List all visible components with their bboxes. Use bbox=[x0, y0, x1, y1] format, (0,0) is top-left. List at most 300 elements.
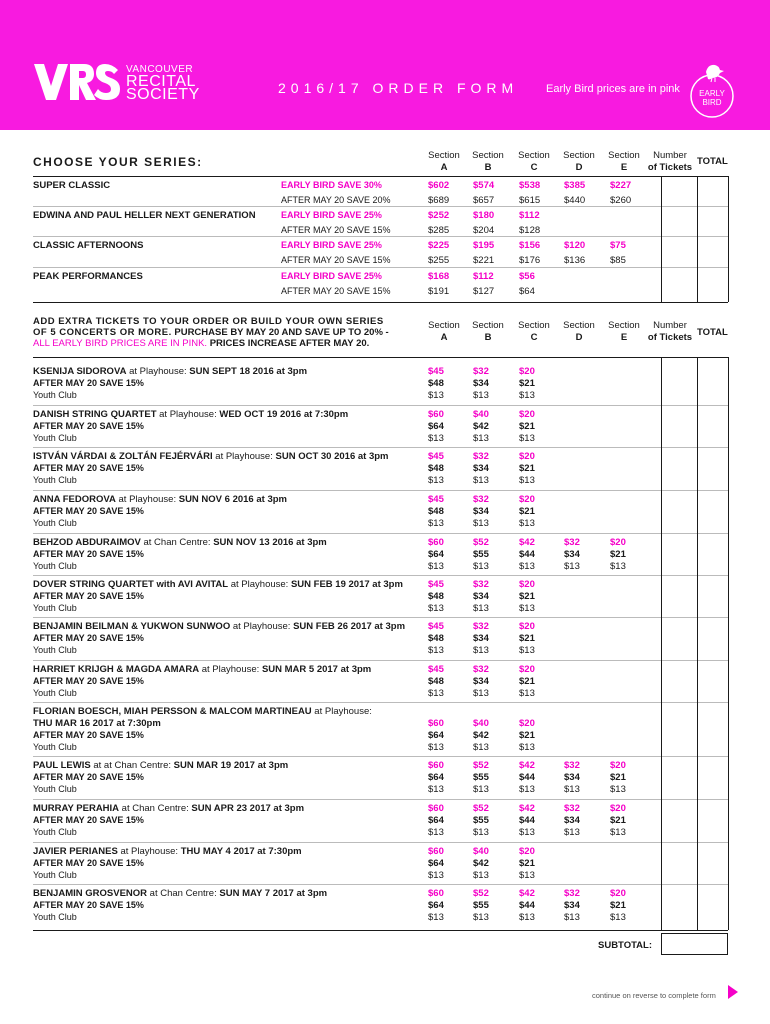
concert-date: SUN APR 23 2017 at 3pm bbox=[191, 803, 305, 814]
early-bird-price: $20 bbox=[519, 366, 535, 377]
concert-title bbox=[33, 846, 423, 858]
youth-price: $13 bbox=[428, 561, 444, 572]
after-price: $21 bbox=[519, 378, 535, 389]
extra-col-header-letter: B bbox=[484, 332, 492, 343]
early-bird-price: $195 bbox=[473, 240, 495, 251]
after-price: $55 bbox=[473, 772, 489, 783]
early-bird-price: $156 bbox=[519, 240, 541, 251]
performer-name: KSENIJA SIDOROVA bbox=[33, 366, 127, 377]
continue-note: continue on reverse to complete form bbox=[592, 991, 716, 1000]
after-price: $34 bbox=[473, 676, 489, 687]
row-divider bbox=[33, 206, 728, 207]
concert-title bbox=[33, 409, 423, 421]
venue-name: at Playhouse: bbox=[230, 621, 294, 632]
early-bird-price: $32 bbox=[473, 366, 489, 377]
after-price: $21 bbox=[519, 676, 535, 687]
extra-heading-line3-rest: PRICES INCREASE AFTER MAY 20. bbox=[207, 338, 370, 349]
early-bird-price: $52 bbox=[473, 888, 489, 899]
venue-name: at Playhouse: bbox=[126, 366, 190, 377]
performer-name: ISTVÁN VÁRDAI & ZOLTÁN FEJÉRVÁRI bbox=[33, 451, 213, 462]
after-price: $21 bbox=[519, 730, 535, 741]
after-price: $21 bbox=[519, 633, 535, 644]
concert-title bbox=[33, 664, 423, 676]
after-price: $44 bbox=[519, 815, 535, 826]
after-price: $615 bbox=[519, 195, 541, 206]
concert-title bbox=[33, 451, 423, 463]
after-price: $21 bbox=[610, 549, 626, 560]
after-price: $136 bbox=[564, 255, 586, 266]
extra-col-header-top: Section bbox=[472, 320, 504, 331]
youth-price: $13 bbox=[610, 561, 626, 572]
early-bird-price: $112 bbox=[519, 210, 540, 221]
badge-line1: EARLY bbox=[699, 89, 725, 98]
early-bird-price: $20 bbox=[610, 888, 626, 899]
youth-price: $13 bbox=[428, 912, 444, 923]
vrs-logo-icon bbox=[34, 64, 120, 100]
venue-name: at Playhouse: bbox=[212, 451, 276, 462]
extra-heading-line1: ADD EXTRA TICKETS TO YOUR ORDER OR BUILD YOUR OWN SERIES bbox=[33, 316, 384, 327]
concert-tickets-input[interactable] bbox=[661, 362, 697, 405]
early-bird-price: $574 bbox=[473, 180, 495, 191]
extra-tickets-heading bbox=[33, 316, 423, 349]
row-divider bbox=[33, 575, 728, 576]
early-bird-price: $120 bbox=[564, 240, 586, 251]
concert-tickets-input[interactable] bbox=[661, 575, 697, 617]
youth-price: $13 bbox=[564, 784, 580, 795]
concert-date: SUN MAR 5 2017 at 3pm bbox=[261, 664, 372, 675]
youth-club-label: Youth Club bbox=[33, 742, 77, 752]
youth-price: $13 bbox=[519, 433, 535, 444]
early-bird-price: $20 bbox=[519, 621, 535, 632]
youth-club-label: Youth Club bbox=[33, 475, 77, 485]
concerts-bottom-divider bbox=[33, 930, 728, 931]
performer-name: DANISH STRING QUARTET bbox=[33, 409, 157, 420]
extra-header-divider bbox=[33, 357, 728, 358]
series-col-header bbox=[424, 150, 464, 174]
after-price: $34 bbox=[473, 591, 489, 602]
early-bird-price: $45 bbox=[428, 579, 444, 590]
early-bird-price: $20 bbox=[519, 409, 535, 420]
concert-title bbox=[33, 494, 423, 506]
series-tickets-input[interactable] bbox=[661, 177, 697, 206]
concert-tickets-input[interactable] bbox=[661, 617, 697, 660]
extra-col-header bbox=[604, 320, 644, 344]
early-bird-price: $60 bbox=[428, 760, 444, 771]
after-price: $440 bbox=[564, 195, 586, 206]
early-bird-price: $602 bbox=[428, 180, 450, 191]
row-divider bbox=[33, 842, 728, 843]
performer-name: MURRAY PERAHIA bbox=[33, 803, 120, 814]
early-bird-price: $40 bbox=[473, 846, 489, 857]
after-price: $55 bbox=[473, 900, 489, 911]
after-save-label: AFTER MAY 20 SAVE 15% bbox=[33, 858, 144, 868]
row-divider bbox=[33, 533, 728, 534]
concert-date: THU MAY 4 2017 at 7:30pm bbox=[180, 846, 302, 857]
concert-total-input[interactable] bbox=[697, 405, 728, 447]
after-price: $21 bbox=[519, 858, 535, 869]
youth-price: $13 bbox=[610, 827, 626, 838]
early-bird-price: $225 bbox=[428, 240, 450, 251]
after-price: $44 bbox=[519, 772, 535, 783]
youth-price: $13 bbox=[473, 645, 489, 656]
after-price: $55 bbox=[473, 549, 489, 560]
row-divider bbox=[33, 756, 728, 757]
concert-date: SUN NOV 6 2016 at 3pm bbox=[178, 494, 287, 505]
after-save-label: AFTER MAY 20 SAVE 15% bbox=[33, 815, 144, 825]
venue-name: at Playhouse: bbox=[115, 494, 179, 505]
early-bird-price: $42 bbox=[519, 760, 535, 771]
early-bird-price: $52 bbox=[473, 803, 489, 814]
early-bird-save-label: EARLY BIRD SAVE 25% bbox=[281, 210, 382, 220]
after-save-label: AFTER MAY 20 SAVE 15% bbox=[33, 676, 144, 686]
concert-tickets-input[interactable] bbox=[661, 884, 697, 929]
extra-col-header bbox=[424, 320, 464, 344]
venue-name: at Chan Centre: bbox=[119, 803, 192, 814]
after-price: $64 bbox=[519, 286, 535, 297]
after-save-label: AFTER MAY 20 SAVE 15% bbox=[33, 421, 144, 431]
series-total-input[interactable] bbox=[697, 268, 728, 297]
after-price: $128 bbox=[519, 225, 541, 236]
grid-line bbox=[728, 176, 729, 302]
concert-tickets-input[interactable] bbox=[661, 490, 697, 533]
concert-tickets-input[interactable] bbox=[661, 533, 697, 575]
youth-price: $13 bbox=[519, 390, 535, 401]
after-save-label: AFTER MAY 20 SAVE 15% bbox=[33, 772, 144, 782]
series-col-header-letter: B bbox=[484, 162, 492, 173]
after-save-label: AFTER MAY 20 SAVE 15% bbox=[33, 900, 144, 910]
concert-date: SUN FEB 19 2017 at 3pm bbox=[290, 579, 403, 590]
after-price: $21 bbox=[610, 900, 626, 911]
concert-date: SUN SEPT 18 2016 at 3pm bbox=[189, 366, 308, 377]
youth-price: $13 bbox=[473, 912, 489, 923]
early-bird-price: $20 bbox=[519, 579, 535, 590]
series-col-header bbox=[559, 150, 599, 174]
youth-price: $13 bbox=[428, 645, 444, 656]
extra-col-header-letter: of Tickets bbox=[647, 332, 693, 343]
series-col-header-letter: D bbox=[575, 162, 583, 173]
performer-name: JAVIER PERIANES bbox=[33, 846, 118, 857]
early-bird-price: $20 bbox=[610, 803, 626, 814]
after-save-label: AFTER MAY 20 SAVE 15% bbox=[281, 225, 391, 235]
youth-club-label: Youth Club bbox=[33, 518, 77, 528]
early-bird-price: $20 bbox=[519, 494, 535, 505]
performer-name: HARRIET KRIJGH & MAGDA AMARA bbox=[33, 664, 200, 675]
concert-date: SUN MAR 19 2017 at 3pm bbox=[173, 760, 289, 771]
concert-total-input[interactable] bbox=[697, 362, 728, 405]
after-price: $34 bbox=[564, 549, 580, 560]
row-divider bbox=[33, 236, 728, 237]
after-price: $48 bbox=[428, 506, 444, 517]
early-bird-price: $20 bbox=[610, 537, 626, 548]
series-col-header bbox=[514, 150, 554, 174]
series-col-header-letter: of Tickets bbox=[647, 162, 693, 173]
youth-club-label: Youth Club bbox=[33, 688, 77, 698]
after-price: $48 bbox=[428, 633, 444, 644]
early-bird-price: $60 bbox=[428, 409, 444, 420]
series-name: SUPER CLASSIC bbox=[33, 180, 111, 191]
early-bird-price: $32 bbox=[473, 664, 489, 675]
logo-word-vancouver: VANCOUVER bbox=[126, 64, 194, 75]
extra-col-header-top: Section bbox=[608, 320, 640, 331]
after-price: $55 bbox=[473, 815, 489, 826]
concert-title bbox=[33, 706, 423, 730]
youth-price: $13 bbox=[519, 784, 535, 795]
row-divider bbox=[33, 617, 728, 618]
after-price: $48 bbox=[428, 463, 444, 474]
series-tickets-input[interactable] bbox=[661, 268, 697, 297]
row-divider bbox=[33, 884, 728, 885]
series-col-header-letter: C bbox=[530, 162, 538, 173]
grid-line bbox=[728, 357, 729, 930]
after-save-label: AFTER MAY 20 SAVE 15% bbox=[33, 633, 144, 643]
concert-total-input[interactable] bbox=[697, 533, 728, 575]
after-save-label: AFTER MAY 20 SAVE 20% bbox=[281, 195, 391, 205]
youth-club-label: Youth Club bbox=[33, 645, 77, 655]
early-bird-price: $42 bbox=[519, 888, 535, 899]
venue-name: at Playhouse: bbox=[199, 664, 262, 675]
after-price: $85 bbox=[610, 255, 626, 266]
after-save-label: AFTER MAY 20 SAVE 15% bbox=[33, 591, 144, 601]
youth-price: $13 bbox=[473, 561, 489, 572]
early-bird-price: $32 bbox=[473, 579, 489, 590]
series-col-header bbox=[646, 150, 694, 174]
youth-price: $13 bbox=[519, 561, 535, 572]
early-bird-price: $75 bbox=[610, 240, 626, 251]
extra-col-header-letter: D bbox=[575, 332, 583, 343]
series-total-header: TOTAL bbox=[697, 156, 728, 167]
early-bird-price: $32 bbox=[473, 451, 489, 462]
youth-price: $13 bbox=[519, 518, 535, 529]
early-bird-price: $252 bbox=[428, 210, 450, 221]
series-tickets-input[interactable] bbox=[661, 207, 697, 236]
youth-club-label: Youth Club bbox=[33, 870, 77, 880]
concert-total-input[interactable] bbox=[697, 842, 728, 884]
series-col-header-top: Section bbox=[472, 150, 504, 161]
concert-total-input[interactable] bbox=[697, 575, 728, 617]
youth-price: $13 bbox=[519, 688, 535, 699]
youth-price: $13 bbox=[519, 603, 535, 614]
extra-col-header bbox=[646, 320, 694, 344]
grid-line bbox=[697, 357, 698, 930]
youth-price: $13 bbox=[473, 688, 489, 699]
concert-tickets-input[interactable] bbox=[661, 756, 697, 799]
youth-price: $13 bbox=[473, 603, 489, 614]
early-bird-price: $32 bbox=[564, 803, 580, 814]
after-price: $64 bbox=[428, 730, 444, 741]
concert-title bbox=[33, 579, 423, 591]
early-bird-price: $60 bbox=[428, 888, 444, 899]
youth-price: $13 bbox=[428, 742, 444, 753]
after-price: $64 bbox=[428, 900, 444, 911]
early-bird-price: $60 bbox=[428, 537, 444, 548]
subtotal-label: SUBTOTAL: bbox=[598, 940, 653, 951]
series-name: EDWINA AND PAUL HELLER NEXT GENERATION bbox=[33, 210, 256, 221]
youth-price: $13 bbox=[519, 742, 535, 753]
early-bird-price: $60 bbox=[428, 718, 444, 729]
series-col-header-letter: A bbox=[440, 162, 448, 173]
series-total-input[interactable] bbox=[697, 177, 728, 206]
youth-price: $13 bbox=[428, 784, 444, 795]
early-bird-price: $227 bbox=[610, 180, 632, 191]
series-col-header bbox=[604, 150, 644, 174]
series-total-input[interactable] bbox=[697, 237, 728, 266]
after-price: $21 bbox=[519, 506, 535, 517]
row-divider bbox=[33, 702, 728, 703]
youth-price: $13 bbox=[428, 390, 444, 401]
after-save-label: AFTER MAY 20 SAVE 15% bbox=[33, 730, 144, 740]
early-bird-price: $52 bbox=[473, 537, 489, 548]
after-price: $255 bbox=[428, 255, 450, 266]
youth-price: $13 bbox=[428, 433, 444, 444]
series-bottom-divider bbox=[33, 302, 728, 303]
choose-series-heading: CHOOSE YOUR SERIES: bbox=[33, 155, 203, 169]
after-price: $34 bbox=[473, 463, 489, 474]
after-price: $21 bbox=[519, 421, 535, 432]
youth-price: $13 bbox=[473, 518, 489, 529]
after-price: $42 bbox=[473, 421, 489, 432]
concert-total-input[interactable] bbox=[697, 756, 728, 799]
performer-name: ANNA FEDOROVA bbox=[33, 494, 116, 505]
after-price: $42 bbox=[473, 730, 489, 741]
early-bird-save-label: EARLY BIRD SAVE 30% bbox=[281, 180, 382, 190]
series-col-header-top: Section bbox=[518, 150, 550, 161]
after-price: $48 bbox=[428, 676, 444, 687]
after-price: $191 bbox=[428, 286, 450, 297]
early-bird-price: $32 bbox=[564, 537, 580, 548]
after-price: $64 bbox=[428, 858, 444, 869]
badge-line2: BIRD bbox=[702, 98, 722, 107]
concert-total-input[interactable] bbox=[697, 447, 728, 490]
row-divider bbox=[33, 660, 728, 661]
after-save-label: AFTER MAY 20 SAVE 15% bbox=[281, 286, 391, 296]
concert-tickets-input[interactable] bbox=[661, 660, 697, 702]
performer-name: BENJAMIN GROSVENOR bbox=[33, 888, 148, 899]
series-tickets-input[interactable] bbox=[661, 237, 697, 266]
youth-price: $13 bbox=[473, 433, 489, 444]
after-price: $64 bbox=[428, 815, 444, 826]
youth-price: $13 bbox=[473, 390, 489, 401]
early-bird-price: $52 bbox=[473, 760, 489, 771]
concert-tickets-input[interactable] bbox=[661, 702, 697, 756]
extra-col-header-top: Number bbox=[653, 320, 687, 331]
extra-col-header bbox=[468, 320, 508, 344]
concert-title bbox=[33, 803, 423, 815]
early-bird-price: $56 bbox=[519, 271, 535, 282]
youth-price: $13 bbox=[473, 475, 489, 486]
youth-club-label: Youth Club bbox=[33, 912, 77, 922]
row-divider bbox=[33, 267, 728, 268]
youth-price: $13 bbox=[428, 518, 444, 529]
after-price: $21 bbox=[610, 815, 626, 826]
youth-price: $13 bbox=[428, 827, 444, 838]
venue-name: at Playhouse: bbox=[117, 846, 181, 857]
after-price: $34 bbox=[473, 633, 489, 644]
row-divider bbox=[33, 490, 728, 491]
early-bird-price: $40 bbox=[473, 718, 489, 729]
concert-total-input[interactable] bbox=[697, 660, 728, 702]
youth-price: $13 bbox=[564, 561, 580, 572]
concert-total-input[interactable] bbox=[697, 617, 728, 660]
concert-total-input[interactable] bbox=[697, 702, 728, 756]
concert-title bbox=[33, 621, 423, 633]
series-name: PEAK PERFORMANCES bbox=[33, 271, 143, 282]
early-bird-save-label: EARLY BIRD SAVE 25% bbox=[281, 240, 382, 250]
after-save-label: AFTER MAY 20 SAVE 15% bbox=[33, 506, 144, 516]
series-total-input[interactable] bbox=[697, 207, 728, 236]
early-bird-price: $32 bbox=[564, 888, 580, 899]
performer-name: FLORIAN BOESCH, MIAH PERSSON & MALCOM MARTINEAU bbox=[33, 706, 312, 717]
venue-name: at Playhouse: bbox=[311, 706, 372, 717]
youth-price: $13 bbox=[428, 688, 444, 699]
after-price: $48 bbox=[428, 591, 444, 602]
youth-price: $13 bbox=[519, 912, 535, 923]
concert-tickets-input[interactable] bbox=[661, 799, 697, 842]
concert-date: SUN FEB 26 2017 at 3pm bbox=[293, 621, 406, 632]
concert-date: SUN NOV 13 2016 at 3pm bbox=[213, 537, 327, 548]
extra-heading-line2-strong: OF 5 CONCERTS OR MORE. bbox=[33, 327, 172, 338]
youth-price: $13 bbox=[519, 870, 535, 881]
grid-line bbox=[661, 357, 662, 930]
venue-name: at at Chan Centre: bbox=[90, 760, 174, 771]
after-price: $64 bbox=[428, 549, 444, 560]
subtotal-box[interactable] bbox=[661, 933, 728, 955]
series-col-header-letter: E bbox=[620, 162, 628, 173]
concert-total-input[interactable] bbox=[697, 490, 728, 533]
concert-tickets-input[interactable] bbox=[661, 842, 697, 884]
early-bird-price: $45 bbox=[428, 366, 444, 377]
concert-total-input[interactable] bbox=[697, 884, 728, 929]
grid-line bbox=[697, 176, 698, 302]
venue-name: at Chan Centre: bbox=[140, 537, 214, 548]
early-bird-price: $45 bbox=[428, 451, 444, 462]
after-price: $21 bbox=[519, 463, 535, 474]
concert-date: SUN OCT 30 2016 at 3pm bbox=[275, 451, 389, 462]
concert-title bbox=[33, 888, 423, 900]
early-bird-badge-icon bbox=[688, 60, 736, 120]
early-bird-note: Early Bird prices are in pink bbox=[546, 83, 680, 95]
after-save-label: AFTER MAY 20 SAVE 15% bbox=[33, 549, 144, 559]
after-save-label: AFTER MAY 20 SAVE 15% bbox=[33, 463, 144, 473]
early-bird-price: $45 bbox=[428, 621, 444, 632]
extra-col-header-top: Section bbox=[518, 320, 550, 331]
extra-heading-line2-rest: PURCHASE BY MAY 20 AND SAVE UP TO 20% - bbox=[171, 327, 389, 338]
youth-price: $13 bbox=[564, 827, 580, 838]
youth-club-label: Youth Club bbox=[33, 827, 77, 837]
extra-total-header: TOTAL bbox=[697, 327, 728, 338]
concert-tickets-input[interactable] bbox=[661, 447, 697, 490]
youth-price: $13 bbox=[519, 645, 535, 656]
early-bird-price: $538 bbox=[519, 180, 541, 191]
early-bird-price: $20 bbox=[610, 760, 626, 771]
venue-name: at Playhouse: bbox=[228, 579, 291, 590]
after-price: $21 bbox=[610, 772, 626, 783]
series-name: CLASSIC AFTERNOONS bbox=[33, 240, 144, 251]
after-price: $34 bbox=[564, 900, 580, 911]
youth-price: $13 bbox=[473, 870, 489, 881]
early-bird-price: $32 bbox=[564, 760, 580, 771]
early-bird-price: $112 bbox=[473, 271, 494, 282]
performer-name: PAUL LEWIS bbox=[33, 760, 91, 771]
after-save-label: AFTER MAY 20 SAVE 15% bbox=[33, 378, 144, 388]
concert-tickets-input[interactable] bbox=[661, 405, 697, 447]
youth-price: $13 bbox=[610, 784, 626, 795]
after-price: $44 bbox=[519, 549, 535, 560]
youth-price: $13 bbox=[519, 475, 535, 486]
after-price: $64 bbox=[428, 772, 444, 783]
series-col-header bbox=[468, 150, 508, 174]
early-bird-price: $385 bbox=[564, 180, 586, 191]
concert-total-input[interactable] bbox=[697, 799, 728, 842]
